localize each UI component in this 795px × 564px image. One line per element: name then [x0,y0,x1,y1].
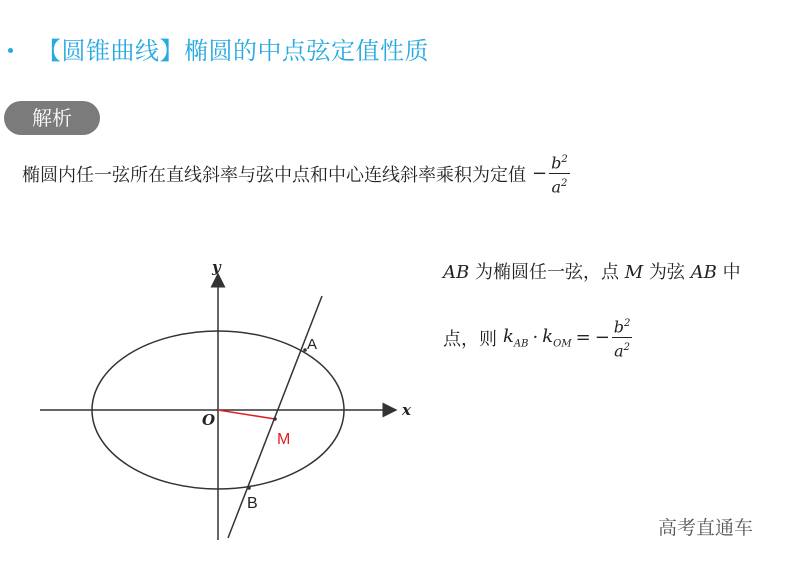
statement-frac-num: b [551,153,562,173]
statement-text: 椭圆内任一弦所在直线斜率与弦中点和中心连线斜率乘积为定值 [22,164,526,186]
point-m-name: M [624,262,644,283]
result-minus: − [594,327,610,349]
explanation-line-2 [443,314,741,362]
page-title: 【圆锥曲线】椭圆的中点弦定值性质 [37,36,429,65]
chord-ab-2: AB [690,262,717,283]
statement-fraction [549,150,570,198]
statement-frac-den-exp: 2 [560,178,568,190]
explanation-text-1: 为椭圆任一弦，点 [474,262,619,283]
result-fraction: $\frac{b^2}{a^2}$ [612,314,633,362]
explanation-text-4: 点，则 [443,328,497,350]
header [8,30,429,66]
point-m-dot [273,417,277,421]
point-b-dot [247,486,251,490]
chord-ab: AB [443,262,470,283]
ellipse-diagram [30,252,430,552]
analysis-badge: 解析 [4,101,100,135]
equals-sign: = [575,327,591,349]
point-b-label: B [247,495,258,512]
statement-frac-den: a [551,177,561,197]
dot-operator: · [532,327,539,349]
property-statement [22,150,572,198]
explanation-line-1 [443,258,741,284]
origin-label: O [202,411,216,429]
point-a-label: A [307,336,318,353]
explanation-text-3: 中 [722,262,741,283]
slope-k-om: $k_{OM}$ [542,326,572,350]
statement-minus: − [532,163,548,185]
slope-k-ab: $k_{AB}$ [503,326,529,350]
point-m-label: M [277,431,291,448]
statement-frac-num-exp: 2 [561,154,568,165]
x-axis-label: x [402,401,411,419]
bullet-dot [8,48,13,53]
om-segment [218,410,275,419]
ellipse-figure [30,252,430,556]
explanation [443,258,741,362]
watermark: 高考直通车 [658,517,754,539]
explanation-text-2: 为弦 [648,262,685,283]
y-axis-label: y [212,258,221,276]
